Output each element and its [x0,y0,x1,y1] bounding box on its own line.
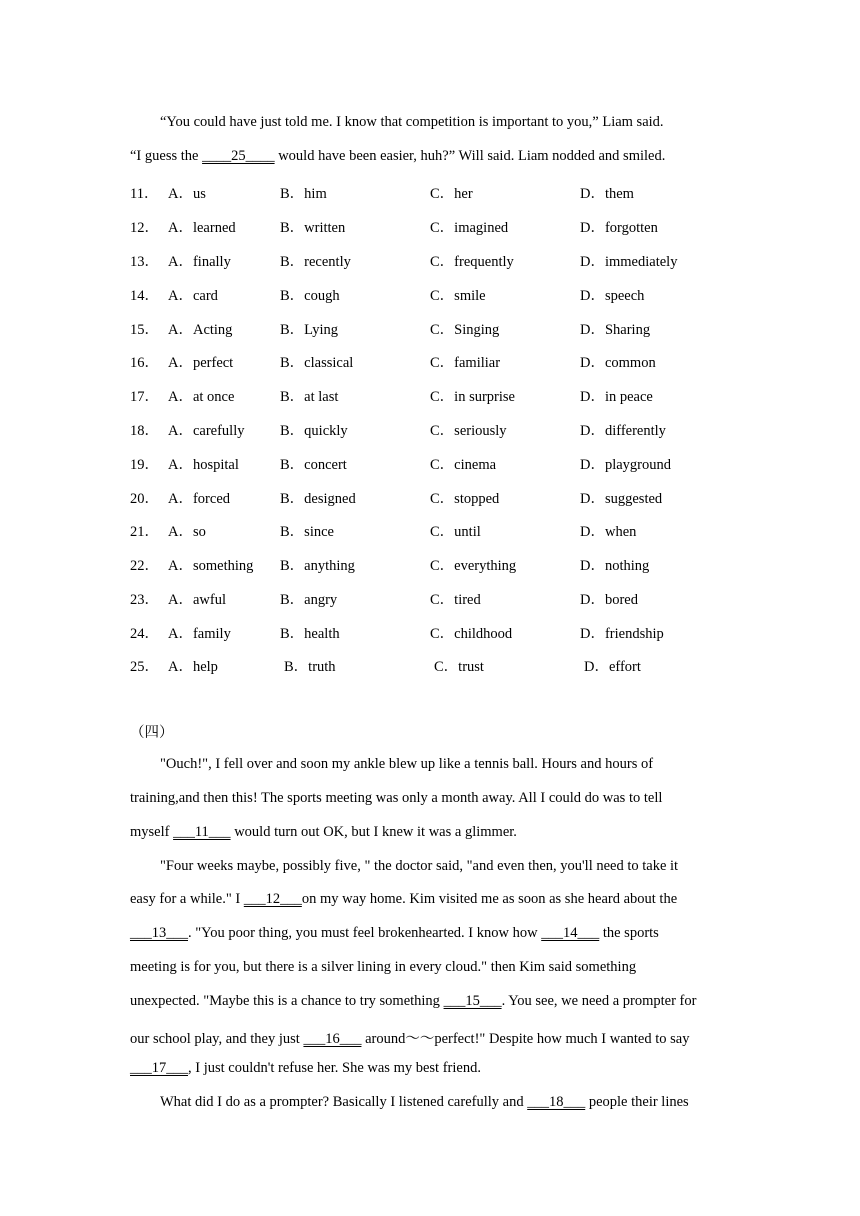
text: “I guess the [130,148,203,164]
text: people their lines [585,1094,689,1110]
option-a: A．family [168,626,231,642]
option-d: D．suggested [580,491,663,507]
passage-line [160,1094,689,1111]
option-c: C．seriously [430,423,507,439]
option-d: D．in peace [580,389,653,405]
passage-line: meeting is for you, but there is a silver lining in every cloud." then Kim said something [130,959,637,975]
text: . You see, we need a prompter for [501,993,697,1009]
option-a: A．something [168,558,254,574]
option-a: A．perfect [168,355,234,371]
option-c: C．childhood [430,626,513,642]
option-d: D．friendship [580,626,664,642]
text: our school play, and they just [130,1031,304,1047]
passage-line [130,1060,481,1077]
option-c: C．familiar [430,355,501,371]
option-b: B．at last [280,389,339,405]
blank-14: ___14___ [541,925,600,941]
option-b: B．classical [280,355,354,371]
question-row [130,216,770,236]
blank-17: ___17___ [130,1060,188,1076]
passage-line: "Ouch!", I fell over and soon my ankle blew up like a tennis ball. Hours and hours of [160,756,654,772]
option-a: A．help [168,659,218,675]
option-d: D．differently [580,423,666,439]
question-row [130,453,770,473]
text: easy for a while." I [130,891,244,907]
question-row [130,351,770,371]
option-a: A．forced [168,491,231,507]
question-row [130,250,770,270]
option-c: C．smile [430,288,486,304]
question-number: 12． [130,220,159,236]
text: unexpected. "Maybe this is a chance to try something [130,993,444,1009]
option-b: B．since [280,524,334,540]
option-c: C．stopped [430,491,500,507]
question-row [130,554,770,574]
option-d: D．bored [580,592,638,608]
option-b: B．angry [280,592,338,608]
passage-line [130,993,696,1010]
passage-line: "Four weeks maybe, possibly five, " the doctor said, "and even then, you'll need to take it [160,858,679,874]
option-c: C．in surprise [430,389,515,405]
passage-line: training,and then this! The sports meeting was only a month away. All I could do was to tell [130,790,663,806]
option-d: D．Sharing [580,322,651,338]
question-number: 22． [130,558,159,574]
option-b: B．anything [280,558,355,574]
option-d: D．forgotten [580,220,658,236]
option-b: B．cough [280,288,340,304]
option-d: D．playground [580,457,672,473]
passage-line [130,148,665,165]
question-number: 24． [130,626,159,642]
text: would turn out OK, but I knew it was a glimmer. [230,824,517,840]
question-number: 25． [130,659,159,675]
option-d: D．common [580,355,656,371]
option-a: A．card [168,288,218,304]
option-a: A．awful [168,592,226,608]
question-row [130,385,770,405]
blank-25: ____25____ [202,148,275,164]
option-b: B．recently [280,254,351,270]
option-b: B．health [280,626,340,642]
option-b: B．truth [284,659,336,675]
option-c: C．everything [430,558,517,574]
passage-line [130,891,677,908]
option-b: B．him [280,186,327,202]
option-d: D．immediately [580,254,678,270]
option-c: C．trust [434,659,484,675]
text: around～～perfect!" Despite how much I wanted to say [361,1031,690,1047]
question-number: 18． [130,423,159,439]
option-a: A．hospital [168,457,239,473]
question-row [130,284,770,304]
question-row [130,419,770,439]
section-heading: （四） [130,725,174,741]
option-a: A．so [168,524,206,540]
blank-13: ___13___ [130,925,188,941]
passage-line: “You could have just told me. I know that competition is important to you,” Liam said. [160,114,664,130]
option-a: A．Acting [168,322,233,338]
passage-line [130,824,517,841]
option-b: B．written [280,220,346,236]
text: What did I do as a prompter? Basically I listened carefully and [160,1094,528,1110]
option-a: A．learned [168,220,236,236]
option-a: A．us [168,186,206,202]
question-number: 20． [130,491,159,507]
blank-18: ___18___ [527,1094,586,1110]
question-number: 16． [130,355,159,371]
question-row [130,655,770,675]
question-number: 15． [130,322,159,338]
blank-12: ___12___ [243,891,302,907]
option-c: C．Singing [430,322,500,338]
blank-16: ___16___ [303,1031,362,1047]
option-a: A．carefully [168,423,245,439]
question-number: 21． [130,524,159,540]
option-d: D．effort [584,659,641,675]
option-b: B．concert [280,457,347,473]
text: , I just couldn't refuse her. She was my best friend. [188,1060,481,1076]
option-d: D．speech [580,288,645,304]
text: . "You poor thing, you must feel brokenhearted. I know how [188,925,542,941]
option-b: B．quickly [280,423,348,439]
option-d: D．when [580,524,637,540]
question-number: 19． [130,457,159,473]
blank-15: ___15___ [443,993,502,1009]
text: on my way home. Kim visited me as soon as she heard about the [301,891,678,907]
question-row [130,520,770,540]
option-c: C．imagined [430,220,509,236]
question-row [130,182,770,202]
text: would have been easier, huh?” Will said. Liam nodded and smiled. [274,148,666,164]
question-row [130,318,770,338]
question-number: 17． [130,389,159,405]
option-b: B．designed [280,491,356,507]
question-number: 11． [130,186,159,202]
question-row [130,487,770,507]
question-number: 13． [130,254,159,270]
option-c: C．frequently [430,254,514,270]
question-number: 23． [130,592,159,608]
option-d: D．them [580,186,634,202]
passage-line [130,925,659,942]
option-b: B．Lying [280,322,339,338]
option-c: C．until [430,524,481,540]
option-a: A．at once [168,389,235,405]
option-c: C．tired [430,592,481,608]
option-c: C．her [430,186,473,202]
text: myself [130,824,174,840]
option-a: A．finally [168,254,231,270]
question-row [130,622,770,642]
question-row [130,588,770,608]
passage-line [130,1027,689,1048]
option-d: D．nothing [580,558,650,574]
option-c: C．cinema [430,457,497,473]
text: the sports [599,925,659,941]
question-number: 14． [130,288,159,304]
blank-11: ___11___ [173,824,231,840]
